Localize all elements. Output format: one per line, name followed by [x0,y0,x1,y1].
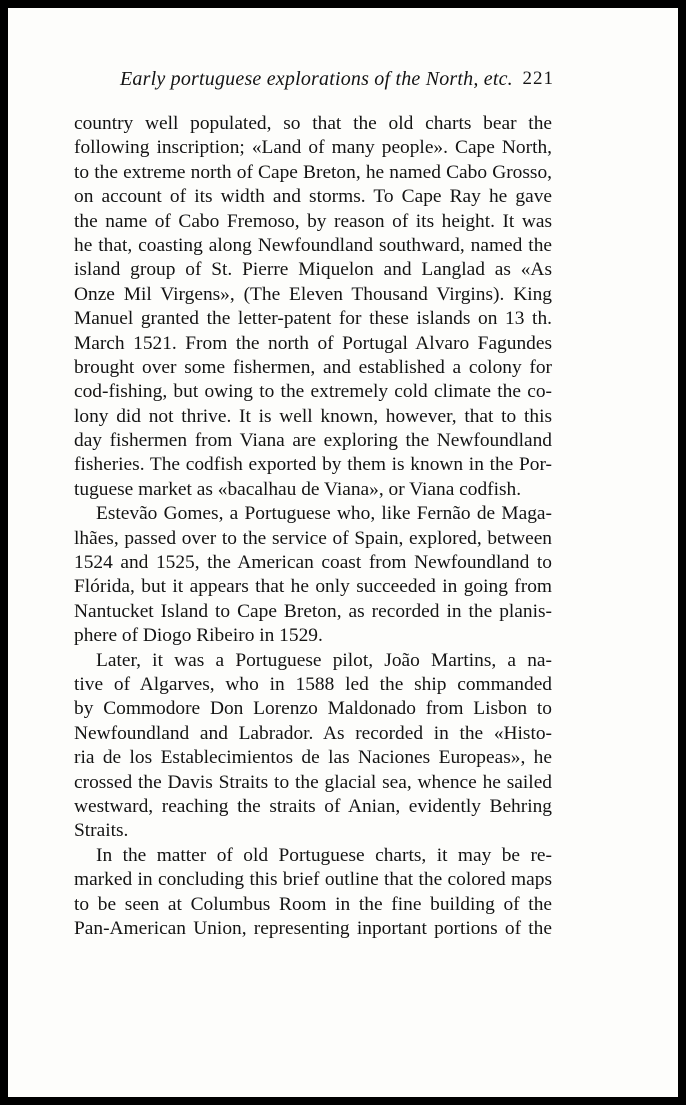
text-line: westward, reaching the straits of Anian, evidently Behring [74,795,552,817]
text-line: Straits. [74,820,129,842]
book-page [8,8,678,1097]
text-line: by Commodore Don Lorenzo Maldonado from Lisbon to [74,698,552,720]
running-head: Early portuguese explorations of the North, etc. [120,68,513,90]
text-line: day fishermen from Viana are exploring the Newfoundland [74,430,552,452]
text-line: he that, coasting along Newfoundland southward, named the [74,234,552,256]
text-line: marked in concluding this brief outline that the colored maps [74,869,552,891]
text-line: tuguese market as «bacalhau de Viana», or Viana codfish. [74,478,522,500]
page-header [74,68,554,98]
text-line: phere of Diogo Ribeiro in 1529. [74,625,323,647]
text-line: following inscription; «Land of many people». Cape North, [74,137,552,159]
text-line: crossed the Davis Straits to the glacial sea, whence he sailed [74,771,552,793]
page-number: 221 [522,68,554,89]
text-line: fisheries. The codfish exported by them is known in the Por- [74,454,552,476]
text-line: to the extreme north of Cape Breton, he named Cabo Grosso, [74,161,552,183]
text-line: Estevão Gomes, a Portuguese who, like Fernão de Maga- [96,503,552,525]
text-line: cod-fishing, but owing to the extremely cold climate the co- [74,381,552,403]
text-line: country well populated, so that the old charts bear the [74,113,552,134]
text-line: Later, it was a Portuguese pilot, João Martins, a na- [96,649,552,671]
paragraph-4 [74,844,552,942]
text-line: March 1521. From the north of Portugal Alvaro Fagundes [74,332,552,354]
body-text [74,112,552,941]
text-line: Newfoundland and Labrador. As recorded in the «Histo- [74,722,552,744]
text-line: Flórida, but it appears that he only succeeded in going from [74,576,552,598]
text-line: In the matter of old Portuguese charts, it may be re- [96,844,552,866]
paragraph-1 [74,112,552,502]
text-line: ria de los Establecimientos de las Naciones Europeas», he [74,747,552,769]
text-line: on account of its width and storms. To Cape Ray he gave [74,186,552,208]
paragraph-2 [74,502,552,648]
text-line: to be seen at Columbus Room in the fine building of the [74,893,552,915]
text-line: the name of Cabo Fremoso, by reason of its height. It was [74,210,552,232]
paragraph-3 [74,649,552,844]
text-line: 1524 and 1525, the American coast from Newfoundland to [74,552,552,574]
text-line: Manuel granted the letter-patent for these islands on 13 th. [74,308,552,330]
text-line: brought over some fishermen, and established a colony for [74,356,552,378]
text-line: Onze Mil Virgens», (The Eleven Thousand Virgins). King [74,283,552,305]
text-line: Pan-American Union, representing inportant portions of the [74,917,552,939]
text-line: lhães, passed over to the service of Spain, explored, between [74,527,552,549]
text-line: lony did not thrive. It is well known, however, that to this [74,405,552,427]
text-line: tive of Algarves, who in 1588 led the ship commanded [74,673,552,695]
text-line: island group of St. Pierre Miquelon and Langlad as «As [74,259,552,281]
text-line: Nantucket Island to Cape Breton, as recorded in the planis- [74,600,552,622]
